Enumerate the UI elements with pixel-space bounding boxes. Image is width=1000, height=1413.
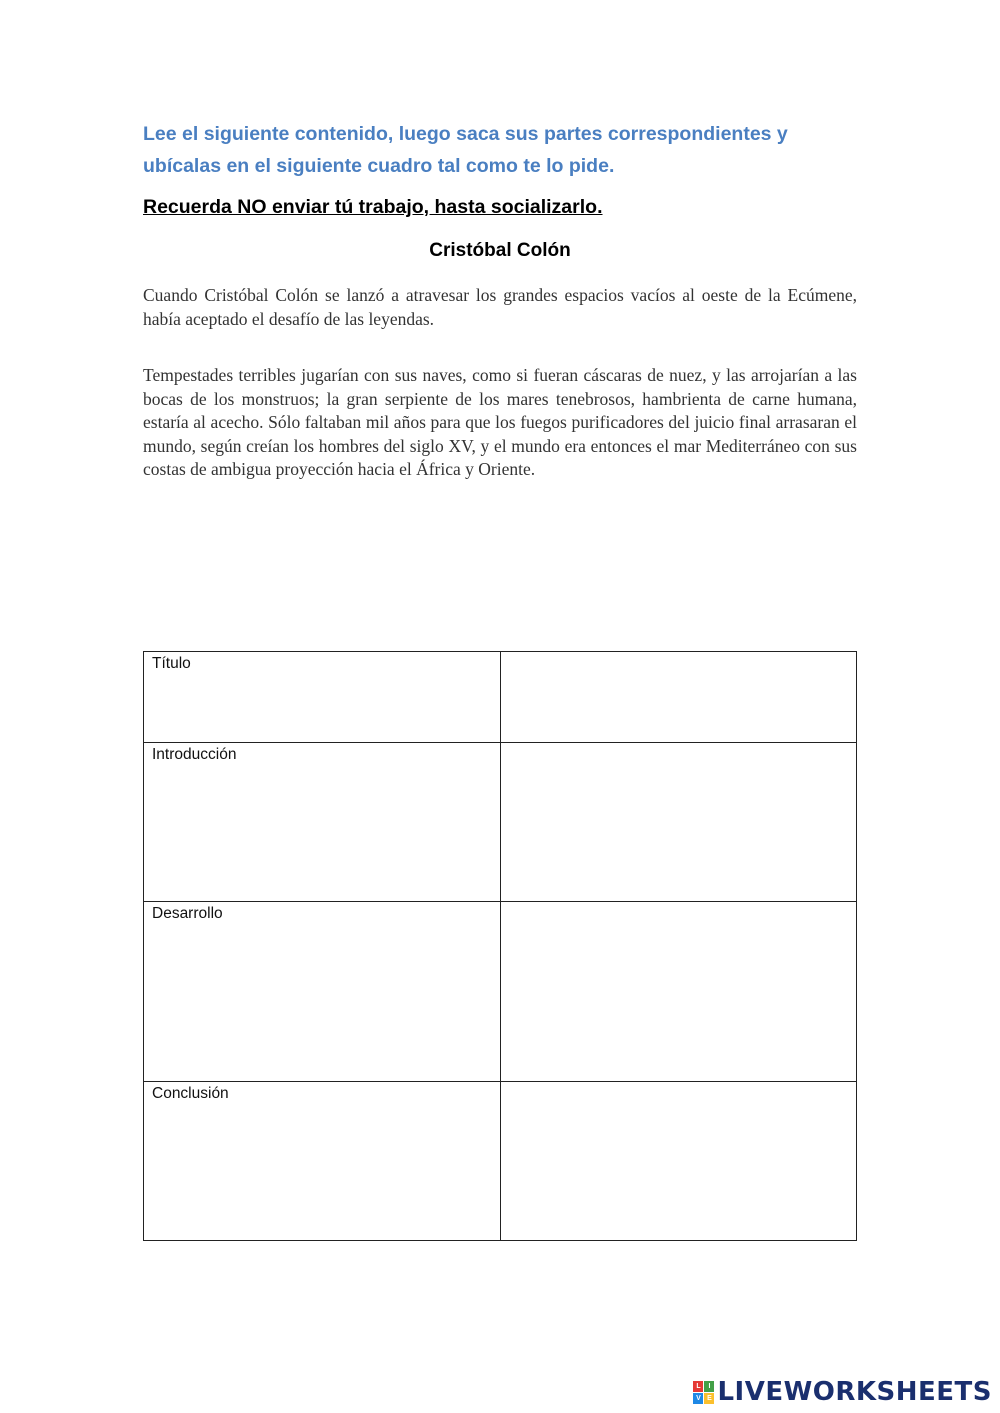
- row-label-desarrollo: Desarrollo: [144, 902, 501, 1082]
- answer-cell-titulo[interactable]: [500, 652, 857, 743]
- table-row: [144, 652, 857, 743]
- row-label-titulo: Título: [144, 652, 501, 743]
- logo-text: LIVEWORKSHEETS: [717, 1377, 992, 1407]
- reading-title: Cristóbal Colón: [429, 240, 571, 261]
- reading-paragraph-1: Cuando Cristóbal Colón se lanzó a atravesar los grandes espacios vacíos al oeste de la Ecúmene, había aceptado el desafío de las leyendas.: [143, 285, 857, 329]
- answer-cell-conclusion[interactable]: [500, 1082, 857, 1241]
- instruction-text: Lee el siguiente contenido, luego saca sus partes correspondientes y ubícalas en el siguiente cuadro tal como te lo pide.: [143, 123, 788, 177]
- logo-mark-icon: [693, 1381, 714, 1404]
- table-row: [144, 1082, 857, 1241]
- row-label-conclusion: Conclusión: [144, 1082, 501, 1241]
- table-row: [144, 743, 857, 902]
- reading-paragraph-2: Tempestades terribles jugarían con sus naves, como si fueran cáscaras de nuez, y las arrojarían a las bocas de los monstruos; la gran serpiente de los mares tenebrosos, hambrienta de carne humana, estaría al acecho. Sólo faltaban mil años para que los fuegos purificadores del juicio final arrasaran el mundo, según creían los hombres del siglo XV, y el mundo era entonces el mar Mediterráneo con sus costas de ambigua proyección hacia el África y Oriente.: [143, 365, 857, 479]
- row-label-introduccion: Introducción: [144, 743, 501, 902]
- answer-cell-desarrollo[interactable]: [500, 902, 857, 1082]
- logo-letter: V: [693, 1393, 703, 1404]
- logo-letter: L: [693, 1381, 703, 1392]
- liveworksheets-logo: [693, 1377, 992, 1407]
- logo-letter: I: [704, 1381, 714, 1392]
- answer-cell-introduccion[interactable]: [500, 743, 857, 902]
- logo-letter: E: [704, 1393, 714, 1404]
- reminder-text: Recuerda NO enviar tú trabajo, hasta socializarlo.: [143, 196, 603, 218]
- parts-table: [143, 651, 857, 1241]
- table-row: [144, 902, 857, 1082]
